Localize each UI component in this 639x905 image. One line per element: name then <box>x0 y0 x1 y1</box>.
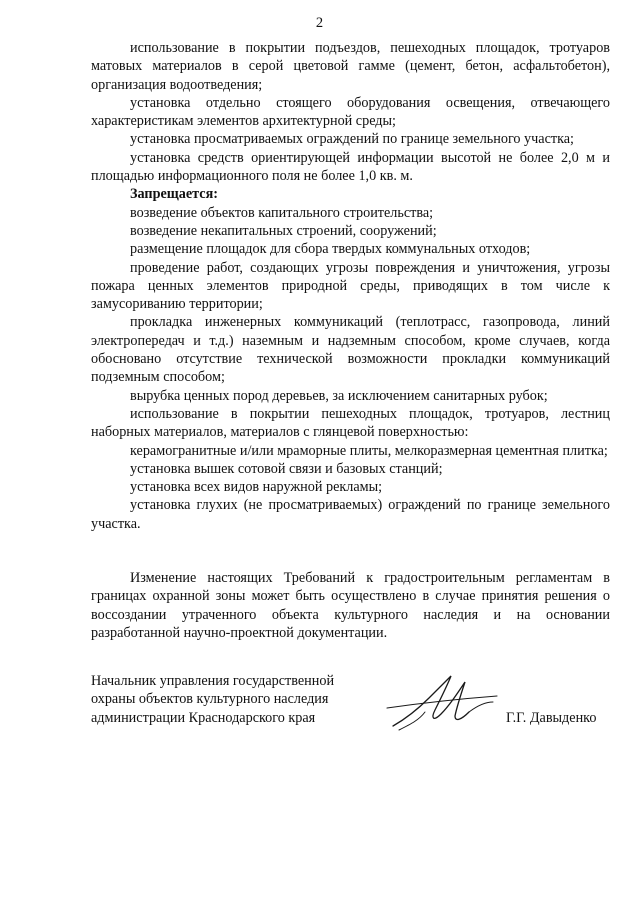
paragraph-pavement-materials: использование в покрытии подъездов, пешеходных площадок, тротуаров матовых материалов в серой цветовой гамме (цемент, бетон, асфальтобетон), организация водоотведения; <box>91 40 610 93</box>
requirements-list <box>91 39 610 533</box>
paragraph-tree-felling: вырубка ценных пород деревьев, за исключением санитарных рубок; <box>130 387 548 404</box>
paragraph-see-through-fences: установка просматриваемых ограждений по границе земельного участка; <box>130 131 574 148</box>
paragraph-outdoor-ads: установка всех видов наружной рекламы; <box>130 479 383 496</box>
paragraph-glossy-materials: использование в покрытии пешеходных площадок, тротуаров, лестниц наборных материалов, материалов с глянцевой поверхностью: <box>91 405 610 441</box>
signatory-title <box>91 672 361 727</box>
page-number: 2 <box>315 15 324 31</box>
paragraph-tiles: керамогранитные и/или мраморные плиты, мелкоразмерная цементная плитка; <box>130 442 608 459</box>
paragraph-waste-sites: размещение площадок для сбора твердых коммунальных отходов; <box>130 241 531 258</box>
paragraph-capital-construction: возведение объектов капитального строительства; <box>130 204 434 221</box>
paragraph-solid-fences: установка глухих (не просматриваемых) ограждений по границе земельного участка. <box>91 497 610 532</box>
paragraph-lighting: установка отдельно стоящего оборудования освещения, отвечающего характеристикам элементов архитектурной среды; <box>91 94 610 130</box>
paragraph-hazardous-works: проведение работ, создающих угрозы повреждения и уничтожения, угрозы пожара ценных элементов природной среды, приводящих в том числе к замусориванию территории; <box>91 259 610 313</box>
paragraph-cell-towers: установка вышек сотовой связи и базовых станций; <box>130 460 443 477</box>
paragraph-utility-lines: прокладка инженерных коммуникаций (теплотрасс, газопровода, линий электропередач и т.д.) наземным и надземным способом, кроме случаев, когда обосновано отсутствие технической возможности прокладки коммуникаций подземным способом; <box>91 314 610 386</box>
handwritten-signature <box>385 668 500 736</box>
paragraph-info-signs: установка средств ориентирующей информации высотой не более 2,0 м и площадью информационного поля не более 1,0 кв. м. <box>91 149 610 185</box>
paragraph-non-capital-structures: возведение некапитальных строений, сооружений; <box>130 222 437 239</box>
signatory-title-line: охраны объектов культурного наследия <box>91 691 329 708</box>
prohibited-heading: Запрещается: <box>130 186 218 203</box>
closing-section <box>91 569 610 642</box>
signer-name: Г.Г. Давыденко <box>506 710 597 726</box>
signatory-title-line: администрации Краснодарского края <box>91 709 316 726</box>
signatory-title-line: Начальник управления государственной <box>91 673 335 689</box>
closing-paragraph: Изменение настоящих Требований к градостроительным регламентам в границах охранной зоны может быть осуществлено в случае принятия решения о воссоздании утраченного объекта культурного наследия и на основании разработанной научно-проектной документации. <box>91 570 610 641</box>
